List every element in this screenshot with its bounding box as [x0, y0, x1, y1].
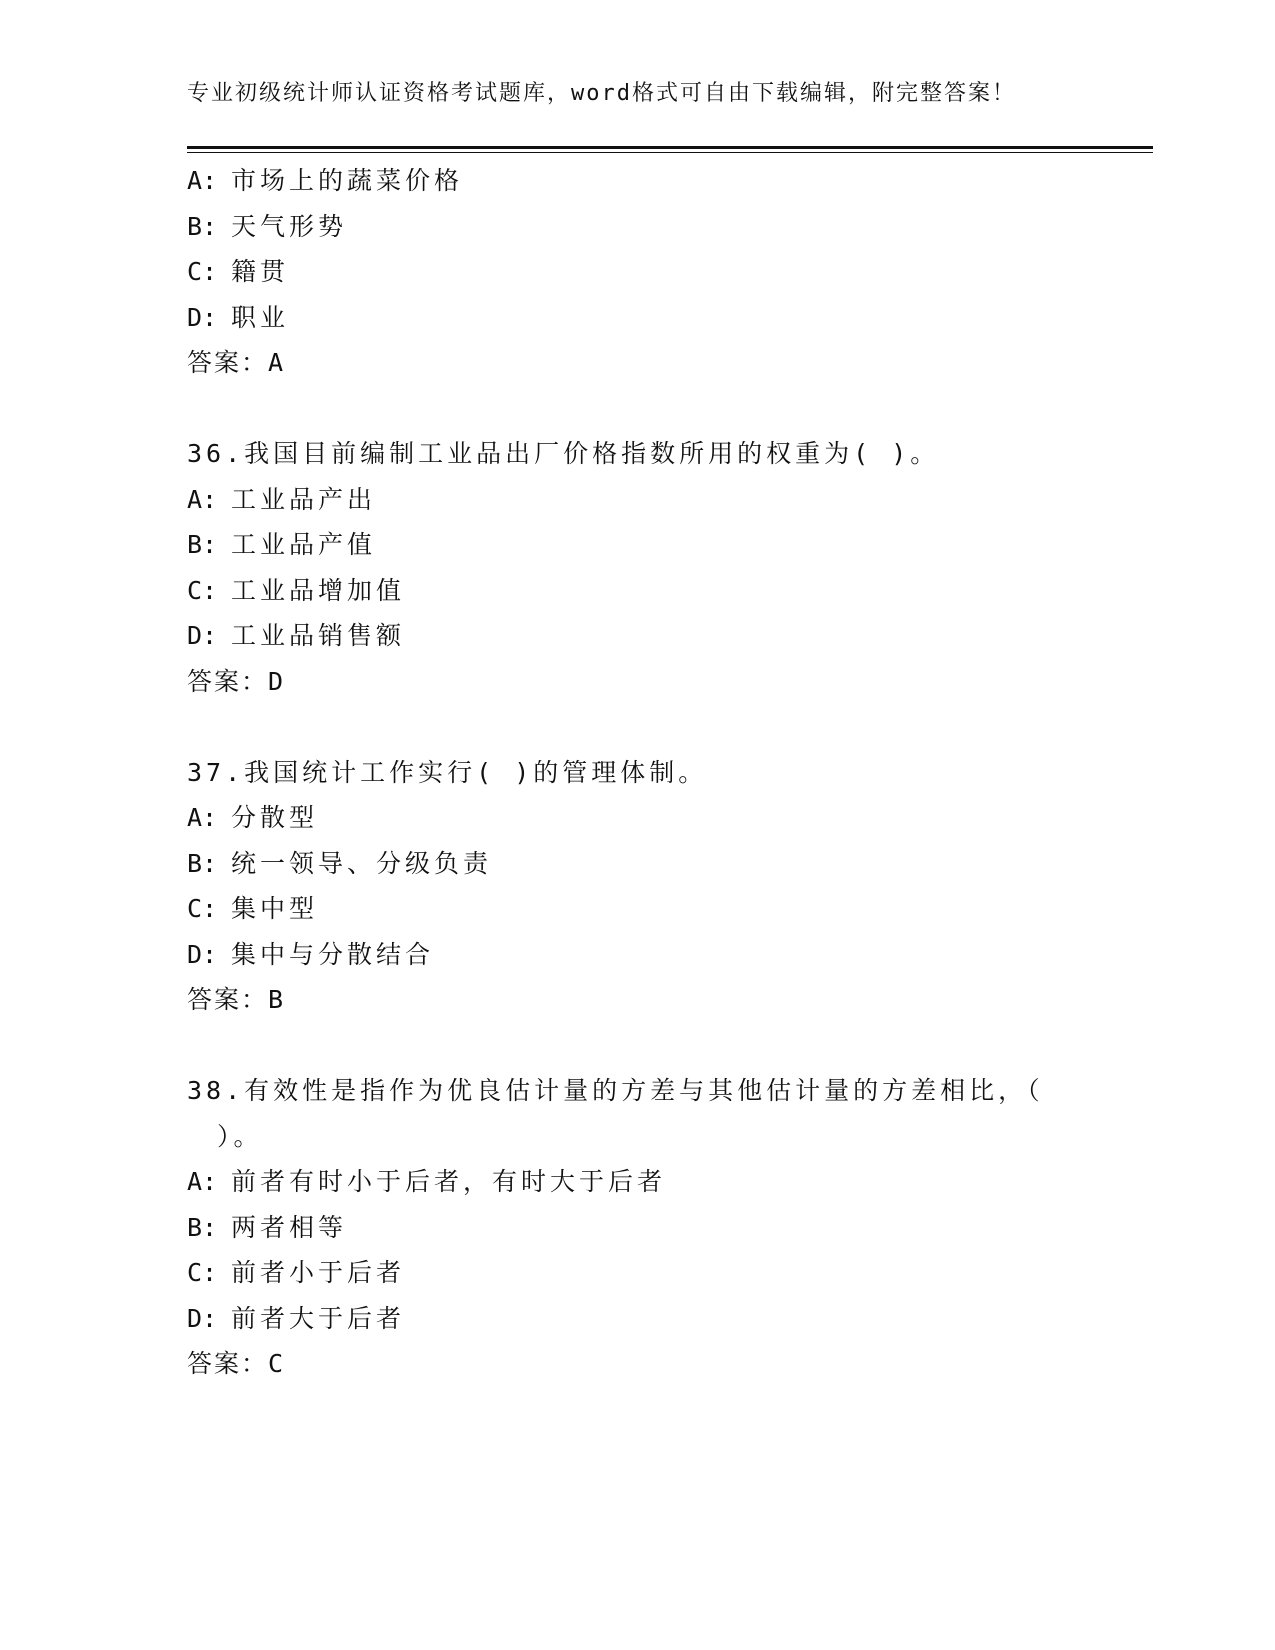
- option-d: D: 职业: [187, 302, 290, 332]
- option-text: 分散型: [231, 803, 319, 832]
- block-spacer: [187, 386, 1087, 432]
- answer-value: C: [268, 1349, 286, 1378]
- option-c: C: 工业品增加值: [187, 575, 406, 605]
- option-text: 集中型: [231, 894, 319, 923]
- option-d: D: 工业品销售额: [187, 621, 406, 650]
- question-list: [187, 158, 1087, 1387]
- option-text: 工业品增加值: [231, 575, 406, 605]
- option-a: A: 分散型: [187, 803, 319, 832]
- answer-value: B: [268, 985, 286, 1014]
- question-block: [187, 158, 1087, 386]
- option-text: 前者小于后者: [231, 1258, 406, 1287]
- option-b: B: 两者相等: [187, 1212, 348, 1242]
- question-block: [187, 431, 1087, 704]
- answer-label: 答案：: [187, 348, 269, 377]
- page-header: 专业初级统计师认证资格考试题库，word格式可自由下载编辑，附完整答案！: [187, 81, 1016, 106]
- option-d: D: 集中与分散结合: [187, 939, 435, 969]
- option-c: C: 前者小于后者: [187, 1258, 406, 1287]
- question-block: [187, 1068, 1087, 1387]
- question-text-continued: ）。: [217, 1121, 263, 1151]
- option-b: B: 工业品产值: [187, 530, 377, 559]
- answer-line: [187, 340, 1087, 386]
- answer-label: 答案：: [187, 985, 269, 1014]
- option-text: 统一领导、分级负责: [231, 848, 493, 878]
- answer-line: [187, 977, 1087, 1023]
- option-text: 前者大于后者: [231, 1303, 406, 1333]
- option-a: A: 市场上的蔬菜价格: [187, 166, 464, 195]
- question-text: 36.我国目前编制工业品出厂价格指数所用的权重为( )。: [187, 439, 940, 468]
- header-rule-thick: [187, 146, 1153, 149]
- option-a: A: 前者有时小于后者，有时大于后者: [187, 1167, 667, 1196]
- option-c: C: 籍贯: [187, 257, 290, 286]
- option-d: D: 前者大于后者: [187, 1303, 406, 1333]
- option-b: B: 天气形势: [187, 211, 348, 241]
- option-text: 工业品销售额: [231, 621, 406, 650]
- answer-label: 答案：: [187, 1349, 269, 1378]
- option-c: C: 集中型: [187, 894, 319, 923]
- option-b: B: 统一领导、分级负责: [187, 848, 493, 878]
- option-text: 市场上的蔬菜价格: [231, 166, 464, 195]
- answer-value: D: [268, 666, 286, 696]
- option-text: 集中与分散结合: [231, 939, 435, 969]
- answer-line: [187, 1341, 1087, 1387]
- question-text: 38.有效性是指作为优良估计量的方差与其他估计量的方差相比，（: [187, 1076, 1044, 1105]
- option-text: 天气形势: [231, 211, 348, 241]
- option-text: 前者有时小于后者，有时大于后者: [231, 1167, 667, 1196]
- question-text: 37.我国统计工作实行( )的管理体制。: [187, 757, 708, 787]
- option-text: 工业品产值: [231, 530, 377, 559]
- option-text: 职业: [231, 302, 290, 332]
- answer-label: 答案：: [187, 666, 269, 696]
- answer-line: [187, 659, 1087, 705]
- option-text: 工业品产出: [231, 484, 377, 514]
- question-block: [187, 750, 1087, 1023]
- header-rule-thin: [187, 152, 1153, 153]
- block-spacer: [187, 1023, 1087, 1069]
- option-a: A: 工业品产出: [187, 484, 377, 514]
- option-text: 籍贯: [231, 257, 290, 286]
- option-text: 两者相等: [231, 1212, 348, 1242]
- block-spacer: [187, 704, 1087, 750]
- answer-value: A: [268, 348, 286, 377]
